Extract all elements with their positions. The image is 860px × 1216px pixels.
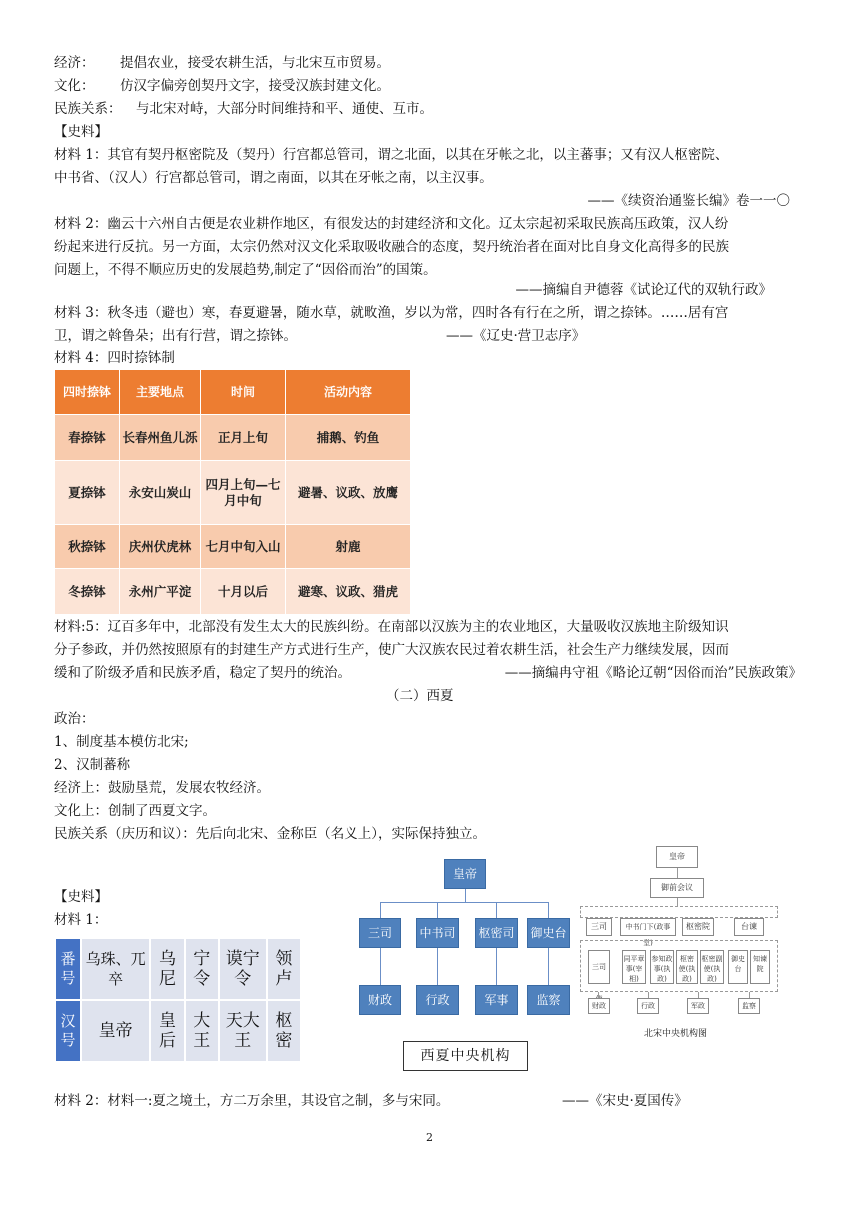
season-cell: 秋捺钵 — [55, 525, 120, 569]
table-header: 活动内容 — [286, 370, 411, 415]
material5-line3: 缓和了阶级矛盾和民族矛盾，稳定了契丹的统治。 — [54, 665, 351, 681]
table-header: 时间 — [201, 370, 286, 415]
song-leaf-box: 财政 — [588, 998, 610, 1014]
song-leaf-box: 监察 — [738, 998, 760, 1014]
song-leaf-box: 军政 — [687, 998, 709, 1014]
song-sub-box: 枢密使(执政) — [676, 950, 698, 984]
time-cell: 四月上旬—七月中旬 — [201, 461, 286, 525]
page-number: 2 — [426, 1131, 433, 1144]
title-cell: 皇后 — [150, 1000, 184, 1062]
song-council-box: 御前会议 — [650, 878, 704, 898]
emperor-box: 皇帝 — [444, 859, 486, 889]
table-header: 主要地点 — [120, 370, 201, 415]
material3-line1: 材料 3：秋冬违（避也）寒，春夏避暑，随水草，就畋渔，岁以为常，四时各有行在之所，谓之捺钵。……居有宫 — [54, 305, 729, 321]
xixia-sources-heading: 【史料】 — [54, 889, 108, 905]
activity-cell: 避暑、议政、放鹰 — [286, 461, 411, 525]
xixia-culture: 文化上：创制了西夏文字。 — [54, 803, 216, 819]
xixia-economy: 经济上：鼓励垦荒，发展农牧经济。 — [54, 780, 270, 796]
place-cell: 长春州鱼儿泺 — [120, 415, 201, 461]
table-row — [55, 1000, 301, 1062]
xixia-material2-source: ——《宋史·夏国传》 — [562, 1093, 688, 1109]
liao-economy — [54, 53, 390, 73]
xixia-politics: 政治： — [54, 711, 95, 727]
table-row — [55, 938, 301, 1000]
table-header: 四时捺钵 — [55, 370, 120, 415]
xixia-ethnic: 民族关系（庆历和议）：先后向北宋、金称臣（名义上），实际保持独立。 — [54, 826, 486, 842]
song-group-box: 枢密院 — [682, 918, 714, 936]
economy-text: 提倡农业，接受农耕生活，与北宋互市贸易。 — [120, 55, 390, 71]
song-sub-box: 同平章事(宰相) — [622, 950, 646, 984]
song-chart-caption: 北宋中央机构图 — [644, 1029, 708, 1039]
material2-source: ——摘编自尹德蓉《试论辽代的双轨行政》 — [515, 282, 772, 298]
table-row — [55, 525, 411, 569]
title-cell: 乌尼 — [150, 938, 184, 1000]
material1-source: ——《续资治通鉴长编》卷一一〇 — [587, 193, 790, 209]
activity-cell: 射鹿 — [286, 525, 411, 569]
song-sub-box: 知谏院 — [750, 950, 770, 984]
material2-line2: 纷起来进行反抗。另一方面，太宗仍然对汉文化采取吸收融合的态度，契丹统治者在面对比自身文化高得多的民族 — [54, 239, 729, 255]
ethnic-text: 与北宋对峙，大部分时间维持和平、通使、互市。 — [136, 101, 433, 117]
song-sub-box: 御史台 — [728, 950, 748, 984]
place-cell: 永州广平淀 — [120, 569, 201, 615]
season-cell: 夏捺钵 — [55, 461, 120, 525]
table-header-row — [55, 370, 411, 415]
function-box-finance: 财政 — [359, 985, 401, 1015]
title-cell: 皇帝 — [81, 1000, 150, 1062]
row-head: 汉号 — [55, 1000, 81, 1062]
material1-line2: 中书省、（汉人）行宫都总管司，谓之南面，以其在牙帐之南，以主汉事。 — [54, 170, 493, 186]
place-cell: 永安山炭山 — [120, 461, 201, 525]
culture-text: 仿汉字偏旁创契丹文字，接受汉族封建文化。 — [120, 78, 390, 94]
material3-line2: 卫，谓之斡鲁朵；出有行营，谓之捺钵。 — [54, 328, 297, 344]
material3-source: ——《辽史·营卫志序》 — [446, 328, 586, 344]
song-sub-box: 三司 — [588, 950, 610, 984]
time-cell: 七月中旬入山 — [201, 525, 286, 569]
song-sub-box: 参知政事(执政) — [650, 950, 674, 984]
season-cell: 冬捺钵 — [55, 569, 120, 615]
row-head: 番号 — [55, 938, 81, 1000]
title-cell: 宁令 — [185, 938, 219, 1000]
table-row — [55, 569, 411, 615]
material5-line2: 分子参政，并仍然按照原有的封建生产方式进行生产，使广大汉族农民过着农耕生活，社会生产力继续发展，因而 — [54, 642, 729, 658]
sources-heading: 【史料】 — [54, 124, 108, 140]
title-cell: 领卢 — [267, 938, 301, 1000]
title-cell: 枢密 — [267, 1000, 301, 1062]
xixia-politics-1: 1、制度基本模仿北宋; — [54, 734, 189, 750]
branch-box-sansi: 三司 — [359, 918, 401, 948]
ethnic-label: 民族关系： — [54, 101, 122, 117]
xixia-material1-label: 材料 1： — [54, 912, 108, 928]
title-cell: 天大王 — [219, 1000, 267, 1062]
activity-cell: 捕鹅、钓鱼 — [286, 415, 411, 461]
title-cell: 大王 — [185, 1000, 219, 1062]
xixia-politics-2: 2、汉制蕃称 — [54, 757, 131, 773]
function-box-military: 军事 — [475, 985, 518, 1015]
material4-title: 材料 4：四时捺钵制 — [54, 350, 175, 366]
material2-line1: 材料 2：幽云十六州自古便是农业耕作地区，有很发达的封建经济和文化。辽太宗起初采取民族高压政策，汉人纷 — [54, 216, 729, 232]
xixia-org-caption: 西夏中央机构 — [403, 1041, 528, 1071]
table-row — [55, 415, 411, 461]
function-box-censor: 监察 — [527, 985, 570, 1015]
culture-label: 文化： — [54, 78, 95, 94]
place-cell: 庆州伏虎林 — [120, 525, 201, 569]
branch-box-zhongshu: 中书司 — [416, 918, 459, 948]
title-cell: 谟宁令 — [219, 938, 267, 1000]
song-sub-box: 枢密副使(执政) — [700, 950, 724, 984]
song-emperor-box: 皇帝 — [656, 846, 698, 868]
material5-source: ——摘编冉守祖《略论辽朝“因俗而治”民族政策》 — [504, 665, 802, 681]
liao-ethnic — [54, 99, 433, 119]
title-cell: 乌珠、兀卒 — [81, 938, 150, 1000]
time-cell: 十月以后 — [201, 569, 286, 615]
branch-box-shumi: 枢密司 — [475, 918, 518, 948]
economy-label: 经济： — [54, 55, 95, 71]
xixia-material2: 材料 2：材料一:夏之境土，方二万余里，其设官之制，多与宋同。 — [54, 1093, 450, 1109]
table-row — [55, 461, 411, 525]
xixia-title-table — [54, 937, 302, 1063]
material2-line3: 问题上，不得不顺应历史的发展趋势,制定了“因俗而治”的国策。 — [54, 262, 437, 278]
time-cell: 正月上旬 — [201, 415, 286, 461]
song-leaf-box: 行政 — [637, 998, 659, 1014]
function-box-admin: 行政 — [416, 985, 459, 1015]
xixia-heading: （二）西夏 — [386, 688, 454, 704]
song-group-box: 三司 — [586, 918, 612, 936]
material1-line1: 材料 1：其官有契丹枢密院及（契丹）行宫都总管司，谓之北面，以其在牙帐之北，以主蕃事；又有汉人枢密院、 — [54, 147, 729, 163]
song-group-box: 中书门下(政事堂) — [620, 918, 676, 936]
activity-cell: 避寒、议政、猎虎 — [286, 569, 411, 615]
song-group-box: 台谏 — [734, 918, 764, 936]
branch-box-yushi: 御史台 — [527, 918, 570, 948]
liao-culture — [54, 76, 390, 96]
seasonal-nabo-table — [54, 369, 411, 615]
material5-line1: 材料:5：辽百多年中，北部没有发生太大的民族纠纷。在南部以汉族为主的农业地区，大量吸收汉族地主阶级知识 — [54, 619, 729, 635]
season-cell: 春捺钵 — [55, 415, 120, 461]
